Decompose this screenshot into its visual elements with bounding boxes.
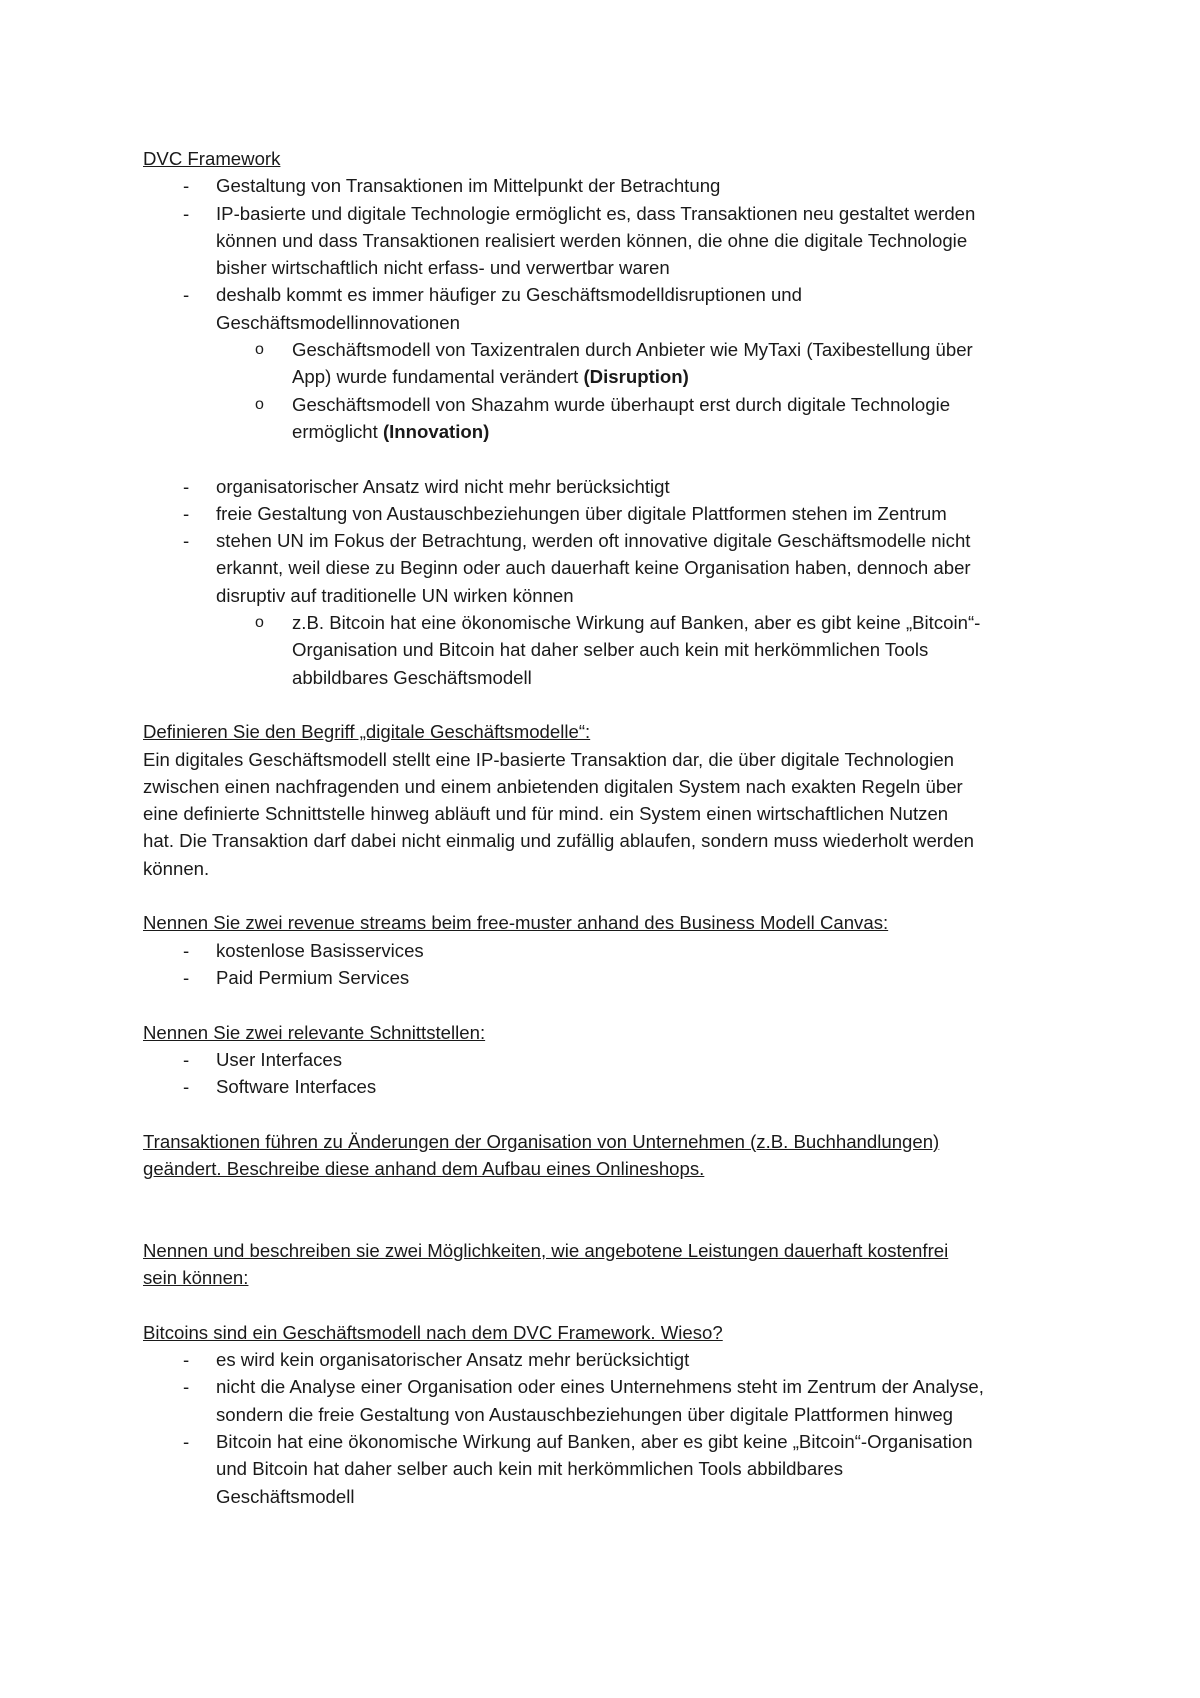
- spacer: [143, 1291, 1073, 1318]
- dash-bullet: -: [183, 1349, 190, 1371]
- list-item: [143, 1346, 1073, 1373]
- list-item-text: Geschäftsmodell von Taxizentralen durch Anbieter wie MyTaxi (Taxibestellung über: [292, 339, 973, 361]
- list-item: [143, 1046, 1073, 1073]
- list-item-text: IP-basierte und digitale Technologie ermöglicht es, dass Transaktionen neu gestaltet werden: [216, 202, 976, 224]
- section-heading-revenue-streams: Nennen Sie zwei revenue streams beim free-muster anhand des Business Modell Canvas:: [143, 912, 889, 934]
- list-item: [143, 473, 1073, 500]
- list-item-text-plain: App) wurde fundamental verändert: [292, 366, 584, 388]
- list-item-text: Bitcoin hat eine ökonomische Wirkung auf Banken, aber es gibt keine „Bitcoin“-Organisation: [216, 1430, 973, 1452]
- list-item-text: bisher wirtschaftlich nicht erfass- und verwertbar waren: [216, 257, 670, 279]
- list-item: [143, 172, 1073, 199]
- list-item-text: disruptiv auf traditionelle UN wirken können: [216, 584, 574, 606]
- list-item-text: Gestaltung von Transaktionen im Mittelpunkt der Betrachtung: [216, 175, 721, 197]
- document-page: [143, 145, 1073, 1510]
- list-item-text: Geschäftsmodellinnovationen: [216, 311, 460, 333]
- sub-list-item: [143, 391, 1073, 446]
- list-item-text: erkannt, weil diese zu Beginn oder auch dauerhaft keine Organisation haben, dennoch aber: [216, 557, 971, 579]
- list-item-text: und Bitcoin hat daher selber auch kein mit herkömmlichen Tools abbildbares: [216, 1458, 844, 1480]
- list-item-text: organisatorischer Ansatz wird nicht mehr berücksichtigt: [216, 475, 670, 497]
- list-item: [143, 281, 1073, 336]
- section-heading-bitcoins: Bitcoins sind ein Geschäftsmodell nach dem DVC Framework. Wieso?: [143, 1321, 723, 1343]
- spacer: [143, 882, 1073, 909]
- sub-list-item: [143, 336, 1073, 391]
- dash-bullet: -: [183, 939, 190, 961]
- dash-bullet: -: [183, 1376, 190, 1398]
- section-heading-interfaces: Nennen Sie zwei relevante Schnittstellen:: [143, 1021, 486, 1043]
- spacer: [143, 1100, 1073, 1127]
- paragraph-line: zwischen einen nachfragenden und einem anbietenden digitalen System nach exakten Regeln über: [143, 775, 963, 797]
- list-item-text: Geschäftsmodell von Shazahm wurde überhaupt erst durch digitale Technologie: [292, 393, 951, 415]
- dash-bullet: -: [183, 530, 190, 552]
- list-item-text: nicht die Analyse einer Organisation oder eines Unternehmens steht im Zentrum der Analyse,: [216, 1376, 984, 1398]
- list-item-text-plain: ermöglicht: [292, 420, 383, 442]
- dash-bullet: -: [183, 175, 190, 197]
- dash-bullet: -: [183, 966, 190, 988]
- section-heading-transactions: geändert. Beschreibe diese anhand dem Aufbau eines Onlineshops.: [143, 1157, 705, 1179]
- dash-bullet: -: [183, 475, 190, 497]
- list-item-text: Software Interfaces: [216, 1076, 377, 1098]
- list-item-text-bold: (Disruption): [583, 366, 689, 388]
- circle-bullet: o: [255, 395, 264, 413]
- section-heading-dvc-framework: DVC Framework: [143, 148, 281, 169]
- dash-bullet: -: [183, 1430, 190, 1452]
- spacer: [143, 445, 1073, 472]
- circle-bullet: o: [255, 341, 264, 359]
- list-item: [143, 1073, 1073, 1100]
- list-item-text: es wird kein organisatorischer Ansatz mehr berücksichtigt: [216, 1349, 690, 1371]
- section-heading-free-services: sein können:: [143, 1267, 249, 1289]
- list-item: [143, 200, 1073, 282]
- list-item-text: Organisation und Bitcoin hat daher selber auch kein mit herkömmlichen Tools: [292, 639, 929, 661]
- dash-bullet: -: [183, 502, 190, 524]
- section-heading-transactions: Transaktionen führen zu Änderungen der Organisation von Unternehmen (z.B. Buchhandlungen): [143, 1130, 940, 1152]
- circle-bullet: o: [255, 614, 264, 632]
- list-item-text: kostenlose Basisservices: [216, 939, 424, 961]
- list-item-text: freie Gestaltung von Austauschbeziehungen über digitale Plattformen stehen im Zentrum: [216, 502, 947, 524]
- dash-bullet: -: [183, 1076, 190, 1098]
- list-item: [143, 500, 1073, 527]
- paragraph-line: können.: [143, 857, 210, 879]
- list-item-text: [292, 363, 1073, 390]
- dash-bullet: -: [183, 284, 190, 306]
- paragraph-line: hat. Die Transaktion darf dabei nicht einmalig und zufällig ablaufen, sondern muss wiederholt werden: [143, 830, 975, 852]
- list-item-text: Geschäftsmodell: [216, 1485, 355, 1507]
- spacer: [143, 691, 1073, 718]
- list-item-text: abbildbares Geschäftsmodell: [292, 666, 532, 688]
- section-heading-free-services: Nennen und beschreiben sie zwei Möglichkeiten, wie angebotene Leistungen dauerhaft kostenfrei: [143, 1239, 949, 1261]
- paragraph-line: Ein digitales Geschäftsmodell stellt eine IP-basierte Transaktion dar, die über digitale Technologien: [143, 748, 955, 770]
- list-item-text: sondern die freie Gestaltung von Austauschbeziehungen über digitale Plattformen hinweg: [216, 1403, 954, 1425]
- list-item-text: z.B. Bitcoin hat eine ökonomische Wirkung auf Banken, aber es gibt keine „Bitcoin“-: [292, 612, 981, 634]
- sub-list-item: [143, 609, 1073, 691]
- list-item-text: [292, 418, 1073, 445]
- list-item-text: User Interfaces: [216, 1048, 343, 1070]
- list-item-text-bold: (Innovation): [382, 420, 490, 442]
- spacer: [143, 991, 1073, 1018]
- list-item-text: können und dass Transaktionen realisiert werden können, die ohne die digitale Technologie: [216, 229, 968, 251]
- definition-paragraph: [143, 746, 1073, 882]
- dash-bullet: -: [183, 1048, 190, 1070]
- section-heading-definition: Definieren Sie den Begriff „digitale Geschäftsmodelle“:: [143, 721, 591, 743]
- list-item: [143, 937, 1073, 964]
- list-item: [143, 964, 1073, 991]
- paragraph-line: eine definierte Schnittstelle hinweg abläuft und für mind. ein System einen wirtschaftlichen Nutzen: [143, 803, 949, 825]
- spacer: [143, 1182, 1073, 1237]
- dash-bullet: -: [183, 202, 190, 224]
- list-item: [143, 527, 1073, 609]
- list-item: [143, 1373, 1073, 1428]
- list-item-text: deshalb kommt es immer häufiger zu Geschäftsmodelldisruptionen und: [216, 284, 802, 306]
- list-item-text: Paid Permium Services: [216, 966, 410, 988]
- list-item-text: stehen UN im Fokus der Betrachtung, werden oft innovative digitale Geschäftsmodelle nicht: [216, 530, 971, 552]
- list-item: [143, 1428, 1073, 1510]
